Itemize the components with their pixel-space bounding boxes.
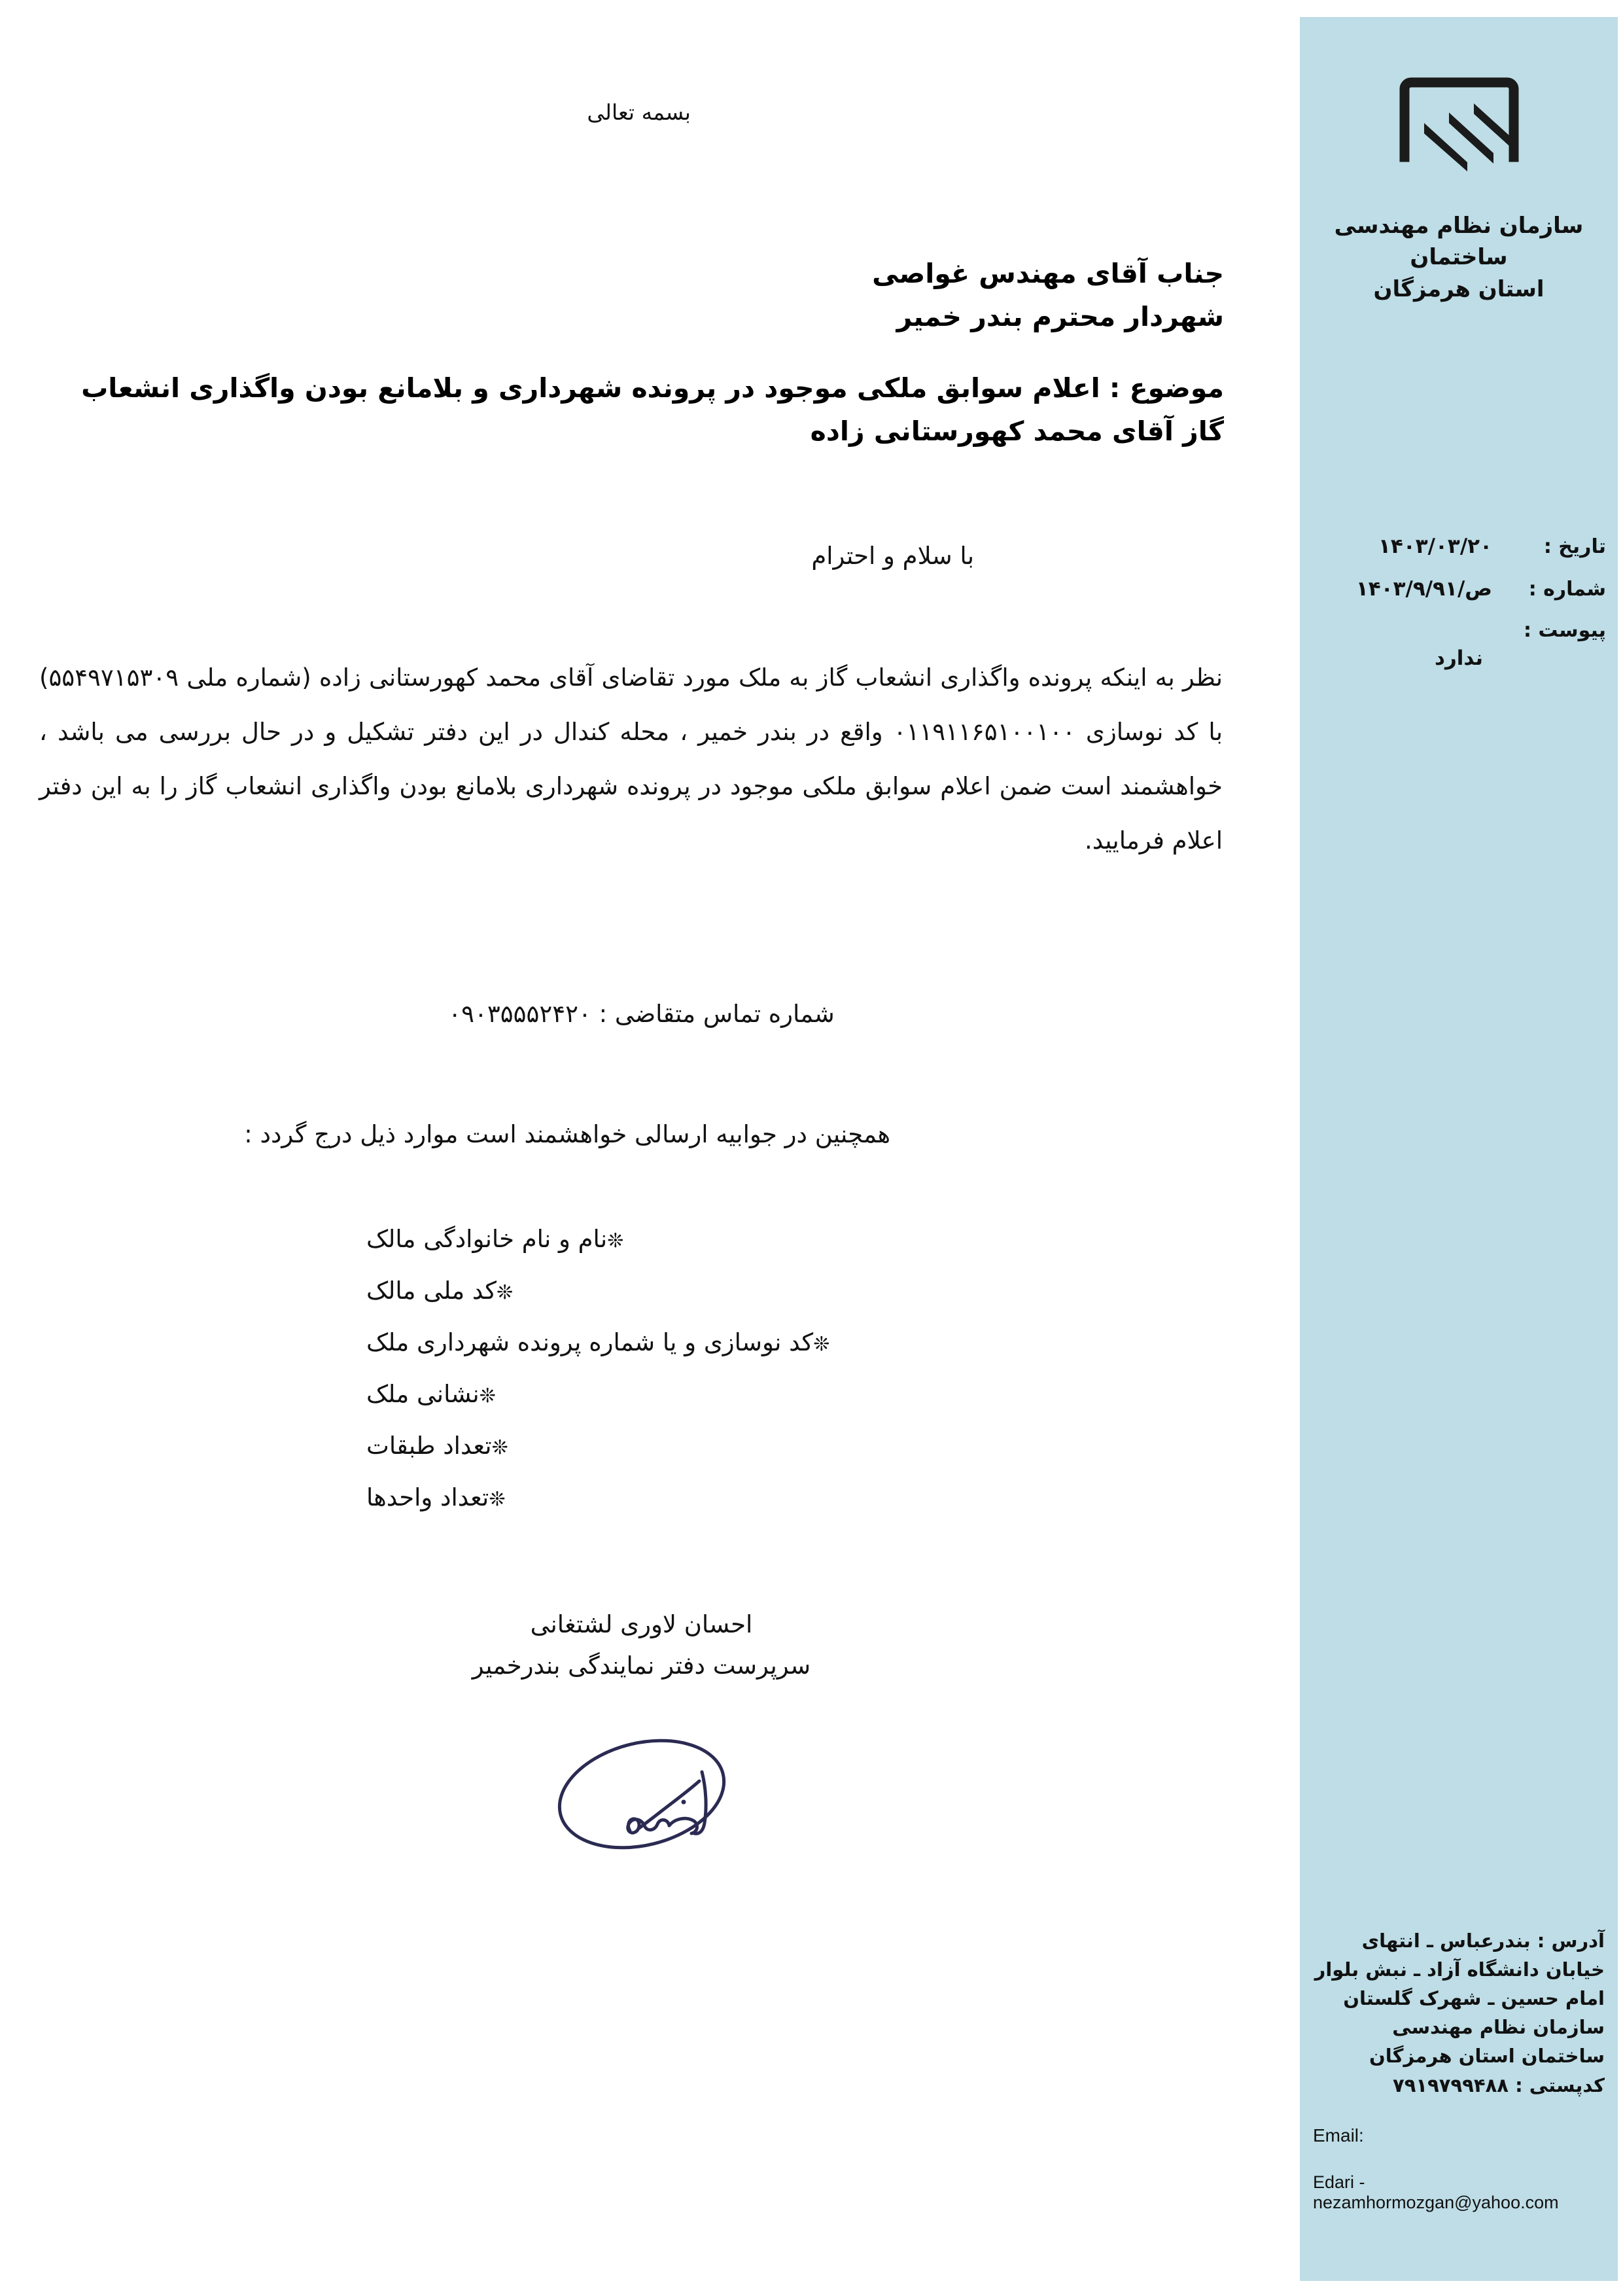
organization-name-line-1: سازمان نظام مهندسی ساختمان <box>1334 213 1584 271</box>
meta-row-attachment <box>1312 619 1606 671</box>
list-item-label: نشانی ملک <box>366 1380 480 1408</box>
number-value: ص/۱۴۰۳/۹/۹۱ <box>1355 576 1492 601</box>
meta-row-number <box>1312 576 1606 602</box>
building-roofs-logo-icon <box>1395 73 1523 171</box>
list-item-label: کد ملی مالک <box>366 1277 497 1305</box>
list-item <box>0 1432 1283 1460</box>
list-item-label: تعداد واحدها <box>366 1483 489 1511</box>
attachment-value: ندارد <box>1435 646 1483 670</box>
address-text: آدرس : بندرعباس ـ انتهای خیابان دانشگاه آزاد ـ نبش بلوار امام حسین ـ شهرک گلستان <box>1314 1929 1605 2009</box>
organization-name <box>1309 210 1609 305</box>
applicant-phone-line: شماره تماس متقاضی : ۰۹۰۳۵۵۵۲۴۲۰ <box>448 1000 835 1028</box>
reply-requirements-intro: همچنین در جوابیه ارسالی خواهشمند است موارد ذیل درج گردد : <box>244 1120 890 1148</box>
subject-line-2: گاز آقای محمد کهورستانی زاده <box>810 415 1224 448</box>
greeting-text: با سلام و احترام <box>811 542 974 570</box>
basmala-text: بسمه تعالی <box>587 99 691 125</box>
list-item <box>0 1380 1283 1408</box>
number-label: شماره : <box>1528 577 1606 601</box>
reply-requirements-list <box>0 1225 1283 1535</box>
signoff-block <box>0 1604 1283 1687</box>
recipient-line-1: جناب آقای مهندس غواصی <box>872 258 1224 289</box>
list-item <box>0 1483 1283 1511</box>
list-item-label: تعداد طبقات <box>366 1432 492 1460</box>
handwritten-signature-icon <box>0 1721 1283 1871</box>
list-item <box>0 1225 1283 1253</box>
asterisk-bullet-icon: ❊ <box>813 1333 830 1356</box>
list-item <box>0 1277 1283 1305</box>
list-item-label: نام و نام خانوادگی مالک <box>366 1225 608 1253</box>
asterisk-bullet-icon: ❊ <box>479 1385 496 1407</box>
signatory-name: احسان لاوری لشتغانی <box>530 1610 753 1638</box>
address-organization: سازمان نظام مهندسی ساختمان استان هرمزگان <box>1369 2015 1605 2067</box>
body-paragraph: نظر به اینکه پرونده واگذاری انشعاب گاز به ملک مورد تقاضای آقای محمد کهورستانی زاده (شماره ملی ۵۵۴۹۷۱۵۳۰۹) با کد نوسازی ۰۱۱۹۱۱۶۵۱۰۰۱۰۰ واقع در بندر خمیر ، محله کندال در این دفتر تشکیل و در حال بررسی می باشد ، خواهشمند است ضمن اعلام سوابق ملکی موجود در پرونده شهرداری بلامانع بودن واگذاری انشعاب گاز را به این دفتر اعلام فرمایید. <box>39 663 1223 855</box>
recipient-block <box>39 252 1224 339</box>
asterisk-bullet-icon: ❊ <box>496 1281 514 1304</box>
email-label: Email: <box>1313 2125 1364 2146</box>
subject-block <box>34 366 1224 453</box>
organization-logo <box>1300 73 1618 174</box>
asterisk-bullet-icon: ❊ <box>489 1488 506 1511</box>
footer-address-block <box>1313 1926 1605 2213</box>
organization-name-line-2: استان هرمزگان <box>1373 275 1544 302</box>
asterisk-bullet-icon: ❊ <box>491 1436 508 1459</box>
list-item-label: کد نوسازی و یا شماره پرونده شهرداری ملک <box>366 1328 814 1356</box>
meta-row-date <box>1312 534 1606 559</box>
postal-code: کدپستی : ۷۹۱۹۷۹۹۴۸۸ <box>1393 2074 1605 2096</box>
list-item <box>0 1328 1283 1356</box>
subject-line-1: موضوع : اعلام سوابق ملکی موجود در پرونده شهرداری و بلامانع بودن واگذاری انشعاب <box>81 372 1224 404</box>
date-value: ۱۴۰۳/۰۳/۲۰ <box>1378 535 1492 558</box>
asterisk-bullet-icon: ❊ <box>607 1229 624 1252</box>
date-label: تاریخ : <box>1543 535 1606 558</box>
email-value[interactable]: Edari - nezamhormozgan@yahoo.com <box>1313 2172 1559 2212</box>
signatory-title: سرپرست دفتر نمایندگی بندرخمیر <box>472 1651 811 1680</box>
letter-meta-block <box>1312 534 1606 671</box>
recipient-line-2: شهردار محترم بندر خمیر <box>896 301 1224 333</box>
attachment-label: پیوست : <box>1523 618 1606 642</box>
letterhead-sidebar <box>1300 17 1618 2281</box>
